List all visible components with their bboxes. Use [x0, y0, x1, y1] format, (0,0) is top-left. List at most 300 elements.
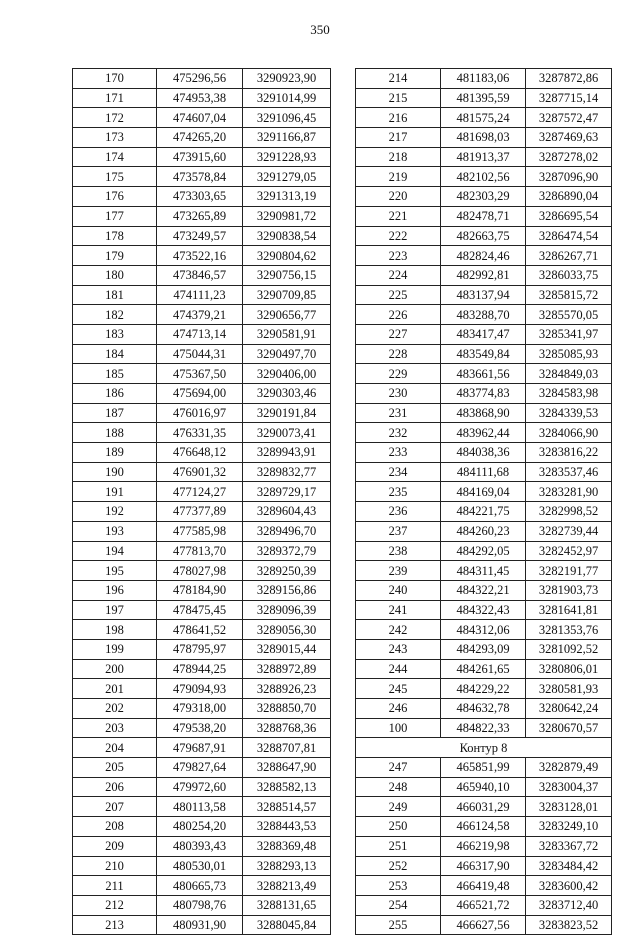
table-row [356, 403, 612, 423]
x-coordinate-cell: 473522,16 [157, 246, 243, 266]
y-coordinate-cell: 3288972,89 [243, 659, 331, 679]
y-coordinate-cell: 3283816,22 [526, 443, 612, 463]
table-row [73, 817, 331, 837]
x-coordinate-cell: 474265,20 [157, 128, 243, 148]
x-coordinate-cell: 484169,04 [441, 482, 526, 502]
x-coordinate-cell: 478795,97 [157, 639, 243, 659]
y-coordinate-cell: 3289832,77 [243, 462, 331, 482]
y-coordinate-cell: 3291166,87 [243, 128, 331, 148]
table-row [73, 797, 331, 817]
y-coordinate-cell: 3288768,36 [243, 718, 331, 738]
x-coordinate-cell: 483288,70 [441, 305, 526, 325]
point-number-cell: 184 [73, 344, 157, 364]
table-row [73, 324, 331, 344]
table-row [356, 718, 612, 738]
table-row [356, 344, 612, 364]
x-coordinate-cell: 484038,36 [441, 443, 526, 463]
point-number-cell: 212 [73, 895, 157, 915]
y-coordinate-cell: 3289015,44 [243, 639, 331, 659]
point-number-cell: 216 [356, 108, 441, 128]
x-coordinate-cell: 484311,45 [441, 561, 526, 581]
x-coordinate-cell: 476016,97 [157, 403, 243, 423]
table-row [356, 541, 612, 561]
y-coordinate-cell: 3289496,70 [243, 521, 331, 541]
y-coordinate-cell: 3280670,57 [526, 718, 612, 738]
y-coordinate-cell: 3288443,53 [243, 817, 331, 837]
y-coordinate-cell: 3283281,90 [526, 482, 612, 502]
point-number-cell: 250 [356, 817, 441, 837]
y-coordinate-cell: 3286474,54 [526, 226, 612, 246]
point-number-cell: 226 [356, 305, 441, 325]
x-coordinate-cell: 480113,58 [157, 797, 243, 817]
point-number-cell: 225 [356, 285, 441, 305]
y-coordinate-cell: 3283004,37 [526, 777, 612, 797]
table-row [356, 856, 612, 876]
x-coordinate-cell: 473846,57 [157, 265, 243, 285]
y-coordinate-cell: 3287872,86 [526, 69, 612, 89]
y-coordinate-cell: 3290581,91 [243, 324, 331, 344]
x-coordinate-cell: 484322,43 [441, 600, 526, 620]
x-coordinate-cell: 484221,75 [441, 502, 526, 522]
x-coordinate-cell: 483962,44 [441, 423, 526, 443]
y-coordinate-cell: 3291279,05 [243, 167, 331, 187]
point-number-cell: 100 [356, 718, 441, 738]
point-number-cell: 203 [73, 718, 157, 738]
x-coordinate-cell: 466419,48 [441, 876, 526, 896]
x-coordinate-cell: 477813,70 [157, 541, 243, 561]
table-row [73, 836, 331, 856]
coordinates-table-left [72, 68, 331, 935]
point-number-cell: 206 [73, 777, 157, 797]
point-number-cell: 222 [356, 226, 441, 246]
x-coordinate-cell: 466219,98 [441, 836, 526, 856]
table-row [356, 797, 612, 817]
y-coordinate-cell: 3282879,49 [526, 758, 612, 778]
table-row [73, 639, 331, 659]
point-number-cell: 233 [356, 443, 441, 463]
point-number-cell: 215 [356, 88, 441, 108]
x-coordinate-cell: 473915,60 [157, 147, 243, 167]
x-coordinate-cell: 473249,57 [157, 226, 243, 246]
y-coordinate-cell: 3289096,39 [243, 600, 331, 620]
y-coordinate-cell: 3287469,63 [526, 128, 612, 148]
x-coordinate-cell: 473265,89 [157, 206, 243, 226]
x-coordinate-cell: 465940,10 [441, 777, 526, 797]
table-row [356, 659, 612, 679]
y-coordinate-cell: 3288707,81 [243, 738, 331, 758]
table-row [73, 167, 331, 187]
x-coordinate-cell: 474607,04 [157, 108, 243, 128]
table-row [73, 305, 331, 325]
y-coordinate-cell: 3280581,93 [526, 679, 612, 699]
table-row [356, 147, 612, 167]
y-coordinate-cell: 3283537,46 [526, 462, 612, 482]
y-coordinate-cell: 3285085,93 [526, 344, 612, 364]
y-coordinate-cell: 3282191,77 [526, 561, 612, 581]
x-coordinate-cell: 478475,45 [157, 600, 243, 620]
point-number-cell: 178 [73, 226, 157, 246]
point-number-cell: 253 [356, 876, 441, 896]
x-coordinate-cell: 475044,31 [157, 344, 243, 364]
x-coordinate-cell: 478027,98 [157, 561, 243, 581]
table-row [73, 895, 331, 915]
table-row [356, 482, 612, 502]
table-row [73, 69, 331, 89]
point-number-cell: 194 [73, 541, 157, 561]
y-coordinate-cell: 3291228,93 [243, 147, 331, 167]
y-coordinate-cell: 3289056,30 [243, 620, 331, 640]
point-number-cell: 195 [73, 561, 157, 581]
table-row [73, 462, 331, 482]
x-coordinate-cell: 484293,09 [441, 639, 526, 659]
table-row [356, 639, 612, 659]
table-row [356, 384, 612, 404]
point-number-cell: 188 [73, 423, 157, 443]
table-row [73, 561, 331, 581]
table-row [73, 364, 331, 384]
x-coordinate-cell: 484229,22 [441, 679, 526, 699]
point-number-cell: 237 [356, 521, 441, 541]
point-number-cell: 246 [356, 699, 441, 719]
table-row [356, 305, 612, 325]
point-number-cell: 230 [356, 384, 441, 404]
table-row [73, 738, 331, 758]
point-number-cell: 196 [73, 580, 157, 600]
table-row [73, 128, 331, 148]
point-number-cell: 207 [73, 797, 157, 817]
y-coordinate-cell: 3290923,90 [243, 69, 331, 89]
point-number-cell: 190 [73, 462, 157, 482]
x-coordinate-cell: 479538,20 [157, 718, 243, 738]
x-coordinate-cell: 474379,21 [157, 305, 243, 325]
table-row [356, 600, 612, 620]
table-row [356, 580, 612, 600]
x-coordinate-cell: 482303,29 [441, 187, 526, 207]
y-coordinate-cell: 3285815,72 [526, 285, 612, 305]
x-coordinate-cell: 466124,58 [441, 817, 526, 837]
point-number-cell: 214 [356, 69, 441, 89]
x-coordinate-cell: 481395,59 [441, 88, 526, 108]
y-coordinate-cell: 3286890,04 [526, 187, 612, 207]
point-number-cell: 223 [356, 246, 441, 266]
y-coordinate-cell: 3283823,52 [526, 915, 612, 935]
point-number-cell: 183 [73, 324, 157, 344]
point-number-cell: 247 [356, 758, 441, 778]
table-row [73, 108, 331, 128]
table-row [356, 324, 612, 344]
table-row [73, 758, 331, 778]
y-coordinate-cell: 3290191,84 [243, 403, 331, 423]
table-row [356, 443, 612, 463]
point-number-cell: 187 [73, 403, 157, 423]
x-coordinate-cell: 482102,56 [441, 167, 526, 187]
y-coordinate-cell: 3288582,13 [243, 777, 331, 797]
y-coordinate-cell: 3291096,45 [243, 108, 331, 128]
x-coordinate-cell: 483417,47 [441, 324, 526, 344]
table-row [356, 699, 612, 719]
x-coordinate-cell: 481913,37 [441, 147, 526, 167]
y-coordinate-cell: 3289729,17 [243, 482, 331, 502]
point-number-cell: 242 [356, 620, 441, 640]
y-coordinate-cell: 3290406,00 [243, 364, 331, 384]
point-number-cell: 209 [73, 836, 157, 856]
point-number-cell: 198 [73, 620, 157, 640]
y-coordinate-cell: 3289372,79 [243, 541, 331, 561]
table-row [73, 541, 331, 561]
x-coordinate-cell: 479318,00 [157, 699, 243, 719]
point-number-cell: 182 [73, 305, 157, 325]
point-number-cell: 252 [356, 856, 441, 876]
point-number-cell: 228 [356, 344, 441, 364]
x-coordinate-cell: 482478,71 [441, 206, 526, 226]
point-number-cell: 220 [356, 187, 441, 207]
table-row [356, 108, 612, 128]
y-coordinate-cell: 3290497,70 [243, 344, 331, 364]
x-coordinate-cell: 477585,98 [157, 521, 243, 541]
y-coordinate-cell: 3288213,49 [243, 876, 331, 896]
point-number-cell: 244 [356, 659, 441, 679]
y-coordinate-cell: 3287096,90 [526, 167, 612, 187]
point-number-cell: 235 [356, 482, 441, 502]
point-number-cell: 189 [73, 443, 157, 463]
table-row [73, 344, 331, 364]
x-coordinate-cell: 481575,24 [441, 108, 526, 128]
table-row [73, 620, 331, 640]
x-coordinate-cell: 466521,72 [441, 895, 526, 915]
x-coordinate-cell: 479972,60 [157, 777, 243, 797]
point-number-cell: 192 [73, 502, 157, 522]
y-coordinate-cell: 3290656,77 [243, 305, 331, 325]
y-coordinate-cell: 3288647,90 [243, 758, 331, 778]
table-row [356, 679, 612, 699]
table-row [356, 187, 612, 207]
x-coordinate-cell: 479687,91 [157, 738, 243, 758]
y-coordinate-cell: 3281903,73 [526, 580, 612, 600]
y-coordinate-cell: 3285570,05 [526, 305, 612, 325]
point-number-cell: 170 [73, 69, 157, 89]
x-coordinate-cell: 474713,14 [157, 324, 243, 344]
point-number-cell: 205 [73, 758, 157, 778]
x-coordinate-cell: 481183,06 [441, 69, 526, 89]
x-coordinate-cell: 474111,23 [157, 285, 243, 305]
y-coordinate-cell: 3280806,01 [526, 659, 612, 679]
point-number-cell: 243 [356, 639, 441, 659]
y-coordinate-cell: 3282739,44 [526, 521, 612, 541]
point-number-cell: 227 [356, 324, 441, 344]
table-row [73, 876, 331, 896]
point-number-cell: 249 [356, 797, 441, 817]
y-coordinate-cell: 3283367,72 [526, 836, 612, 856]
table-row [356, 206, 612, 226]
y-coordinate-cell: 3287572,47 [526, 108, 612, 128]
table-row [356, 88, 612, 108]
point-number-cell: 199 [73, 639, 157, 659]
x-coordinate-cell: 484632,78 [441, 699, 526, 719]
x-coordinate-cell: 474953,38 [157, 88, 243, 108]
table-row [356, 128, 612, 148]
y-coordinate-cell: 3288131,65 [243, 895, 331, 915]
x-coordinate-cell: 480393,43 [157, 836, 243, 856]
point-number-cell: 210 [73, 856, 157, 876]
y-coordinate-cell: 3290838,54 [243, 226, 331, 246]
table-row [73, 659, 331, 679]
table-row [356, 561, 612, 581]
table-row [73, 226, 331, 246]
table-row [356, 502, 612, 522]
x-coordinate-cell: 473578,84 [157, 167, 243, 187]
x-coordinate-cell: 484260,23 [441, 521, 526, 541]
table-row [73, 206, 331, 226]
table-row [356, 895, 612, 915]
table-row [73, 187, 331, 207]
y-coordinate-cell: 3288293,13 [243, 856, 331, 876]
y-coordinate-cell: 3290981,72 [243, 206, 331, 226]
y-coordinate-cell: 3282452,97 [526, 541, 612, 561]
table-row [356, 364, 612, 384]
y-coordinate-cell: 3290756,15 [243, 265, 331, 285]
point-number-cell: 217 [356, 128, 441, 148]
table-row [356, 817, 612, 837]
point-number-cell: 245 [356, 679, 441, 699]
point-number-cell: 197 [73, 600, 157, 620]
point-number-cell: 185 [73, 364, 157, 384]
point-number-cell: 255 [356, 915, 441, 935]
y-coordinate-cell: 3283484,42 [526, 856, 612, 876]
x-coordinate-cell: 475367,50 [157, 364, 243, 384]
point-number-cell: 208 [73, 817, 157, 837]
table-row [73, 443, 331, 463]
point-number-cell: 238 [356, 541, 441, 561]
y-coordinate-cell: 3284339,53 [526, 403, 612, 423]
point-number-cell: 204 [73, 738, 157, 758]
y-coordinate-cell: 3283128,01 [526, 797, 612, 817]
point-number-cell: 241 [356, 600, 441, 620]
x-coordinate-cell: 466627,56 [441, 915, 526, 935]
x-coordinate-cell: 479827,64 [157, 758, 243, 778]
point-number-cell: 234 [356, 462, 441, 482]
x-coordinate-cell: 475296,56 [157, 69, 243, 89]
y-coordinate-cell: 3288514,57 [243, 797, 331, 817]
point-number-cell: 173 [73, 128, 157, 148]
point-number-cell: 193 [73, 521, 157, 541]
table-row [356, 265, 612, 285]
y-coordinate-cell: 3284583,98 [526, 384, 612, 404]
table-row [73, 777, 331, 797]
y-coordinate-cell: 3284849,03 [526, 364, 612, 384]
y-coordinate-cell: 3291313,19 [243, 187, 331, 207]
table-row [73, 679, 331, 699]
point-number-cell: 231 [356, 403, 441, 423]
table-row [356, 285, 612, 305]
x-coordinate-cell: 480665,73 [157, 876, 243, 896]
x-coordinate-cell: 483774,83 [441, 384, 526, 404]
y-coordinate-cell: 3283600,42 [526, 876, 612, 896]
x-coordinate-cell: 483661,56 [441, 364, 526, 384]
y-coordinate-cell: 3286033,75 [526, 265, 612, 285]
y-coordinate-cell: 3288369,48 [243, 836, 331, 856]
y-coordinate-cell: 3290073,41 [243, 423, 331, 443]
x-coordinate-cell: 484312,06 [441, 620, 526, 640]
table-row [73, 403, 331, 423]
point-number-cell: 229 [356, 364, 441, 384]
table-row [356, 521, 612, 541]
x-coordinate-cell: 484292,05 [441, 541, 526, 561]
table-row [356, 620, 612, 640]
point-number-cell: 239 [356, 561, 441, 581]
point-number-cell: 248 [356, 777, 441, 797]
x-coordinate-cell: 482824,46 [441, 246, 526, 266]
y-coordinate-cell: 3288045,84 [243, 915, 331, 935]
y-coordinate-cell: 3290303,46 [243, 384, 331, 404]
x-coordinate-cell: 477124,27 [157, 482, 243, 502]
point-number-cell: 211 [73, 876, 157, 896]
x-coordinate-cell: 478944,25 [157, 659, 243, 679]
x-coordinate-cell: 481698,03 [441, 128, 526, 148]
table-row [73, 147, 331, 167]
point-number-cell: 186 [73, 384, 157, 404]
point-number-cell: 202 [73, 699, 157, 719]
point-number-cell: 236 [356, 502, 441, 522]
y-coordinate-cell: 3283249,10 [526, 817, 612, 837]
point-number-cell: 177 [73, 206, 157, 226]
table-row [73, 699, 331, 719]
x-coordinate-cell: 478184,90 [157, 580, 243, 600]
x-coordinate-cell: 476331,35 [157, 423, 243, 443]
y-coordinate-cell: 3288850,70 [243, 699, 331, 719]
x-coordinate-cell: 480254,20 [157, 817, 243, 837]
point-number-cell: 218 [356, 147, 441, 167]
coordinates-table-right [355, 68, 612, 935]
table-row [73, 246, 331, 266]
x-coordinate-cell: 476648,12 [157, 443, 243, 463]
y-coordinate-cell: 3289250,39 [243, 561, 331, 581]
point-number-cell: 179 [73, 246, 157, 266]
y-coordinate-cell: 3281353,76 [526, 620, 612, 640]
x-coordinate-cell: 483549,84 [441, 344, 526, 364]
x-coordinate-cell: 475694,00 [157, 384, 243, 404]
x-coordinate-cell: 477377,89 [157, 502, 243, 522]
point-number-cell: 219 [356, 167, 441, 187]
point-number-cell: 240 [356, 580, 441, 600]
y-coordinate-cell: 3286695,54 [526, 206, 612, 226]
x-coordinate-cell: 476901,32 [157, 462, 243, 482]
y-coordinate-cell: 3281092,52 [526, 639, 612, 659]
point-number-cell: 251 [356, 836, 441, 856]
x-coordinate-cell: 465851,99 [441, 758, 526, 778]
x-coordinate-cell: 473303,65 [157, 187, 243, 207]
x-coordinate-cell: 480798,76 [157, 895, 243, 915]
table-row [356, 246, 612, 266]
point-number-cell: 180 [73, 265, 157, 285]
point-number-cell: 172 [73, 108, 157, 128]
table-row [356, 777, 612, 797]
x-coordinate-cell: 483868,90 [441, 403, 526, 423]
table-row [356, 226, 612, 246]
y-coordinate-cell: 3280642,24 [526, 699, 612, 719]
point-number-cell: 201 [73, 679, 157, 699]
y-coordinate-cell: 3283712,40 [526, 895, 612, 915]
y-coordinate-cell: 3290709,85 [243, 285, 331, 305]
page-number: 350 [310, 22, 330, 37]
y-coordinate-cell: 3282998,52 [526, 502, 612, 522]
table-row [73, 482, 331, 502]
section-label: Контур 8 [356, 738, 612, 758]
table-row [356, 167, 612, 187]
point-number-cell: 232 [356, 423, 441, 443]
point-number-cell: 175 [73, 167, 157, 187]
table-row [356, 836, 612, 856]
x-coordinate-cell: 484822,33 [441, 718, 526, 738]
